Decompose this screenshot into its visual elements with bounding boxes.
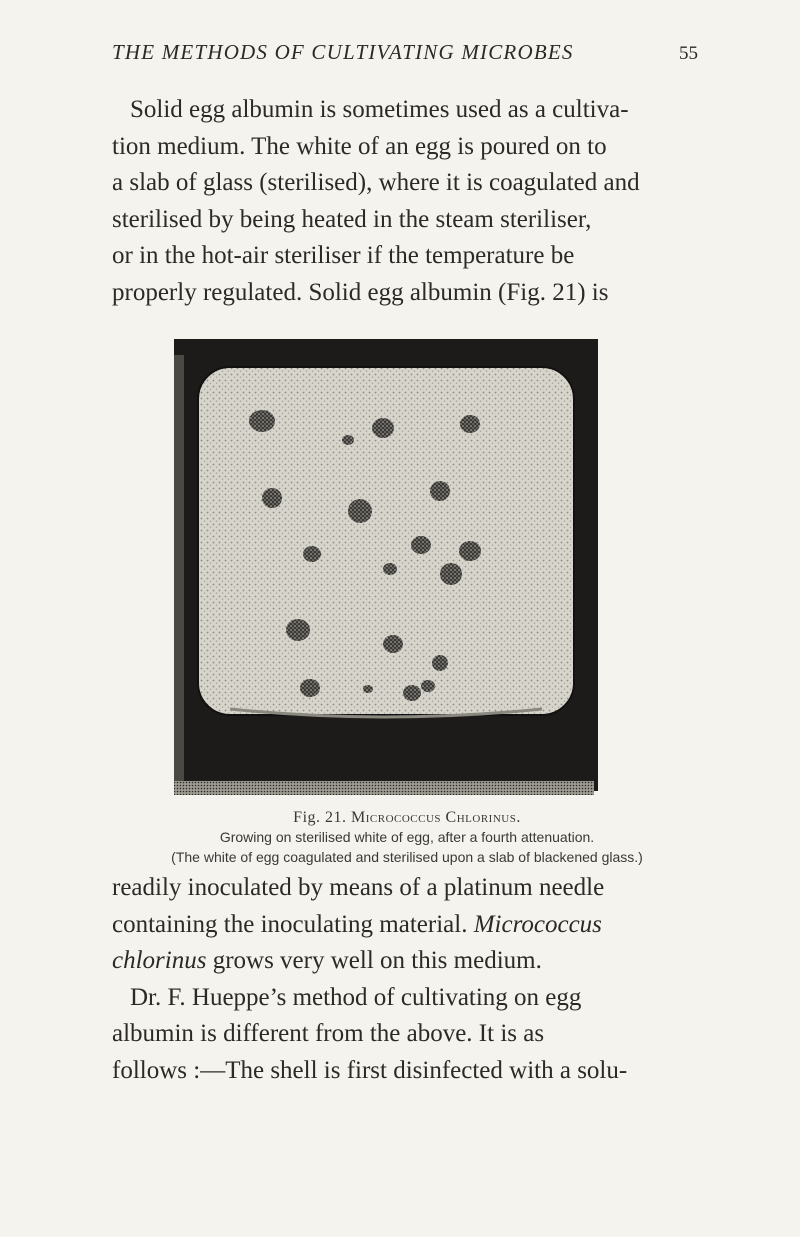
page-number: 55 xyxy=(679,43,698,64)
text-line: albumin is different from the above. It is as xyxy=(112,1020,545,1047)
text-line: tion medium. The white of an egg is poured on to xyxy=(112,132,607,160)
running-head xyxy=(112,40,698,65)
colony xyxy=(372,418,394,438)
colony xyxy=(262,488,282,508)
text-run: containing the inoculating material. xyxy=(112,910,468,938)
text-line: Solid egg albumin is sometimes used as a cultiva- xyxy=(130,96,629,123)
figure-caption-title xyxy=(112,809,702,827)
colony xyxy=(249,410,275,432)
colony xyxy=(403,685,421,701)
running-title: THE METHODS OF CULTIVATING MICROBES xyxy=(112,40,574,64)
colony xyxy=(300,679,320,697)
paragraph-2 xyxy=(112,870,702,1089)
text-line: Dr. F. Hueppe’s method of cultivating on egg xyxy=(130,983,582,1011)
figure-label: Fig. 21. xyxy=(293,809,347,826)
figure-21-illustration xyxy=(170,337,602,800)
figure-caption-line-2: (The white of egg coagulated and sterilised upon a slab of blackened glass.) xyxy=(171,849,643,865)
colony xyxy=(411,536,431,554)
colony xyxy=(440,563,462,585)
colony xyxy=(421,680,435,692)
text-line: follows :—The shell is first disinfected with a solu- xyxy=(112,1056,628,1084)
colony xyxy=(383,635,403,653)
text-line: sterilised by being heated in the steam steriliser, xyxy=(112,205,592,233)
colony xyxy=(432,655,448,671)
colony xyxy=(363,685,373,693)
colony xyxy=(460,415,480,433)
colony xyxy=(348,499,372,523)
colony xyxy=(383,563,397,575)
text-line: a slab of glass (sterilised), where it is coagulated and xyxy=(112,169,640,196)
species-name: Micrococcus xyxy=(473,910,602,938)
text-line xyxy=(112,943,702,980)
colony xyxy=(303,546,321,562)
figure-caption-line-1: Growing on sterilised white of egg, after a fourth attenuation. xyxy=(219,829,595,845)
colony xyxy=(286,619,310,641)
text-line xyxy=(112,907,702,944)
text-line: properly regulated. Solid egg albumin (Fig. 21) is xyxy=(112,278,609,306)
figure-title: Micrococcus Chlorinus. xyxy=(351,809,521,826)
text-line: readily inoculated by means of a platinum needle xyxy=(112,874,605,901)
paragraph-1 xyxy=(112,92,702,311)
colony xyxy=(430,481,450,501)
slab-bottom-stipple xyxy=(174,781,594,795)
colony xyxy=(459,541,481,561)
slab-left-strip xyxy=(174,355,184,785)
text-run: grows very well on this medium. xyxy=(212,947,542,974)
species-name: chlorinus xyxy=(112,947,207,974)
colony xyxy=(342,435,354,445)
text-line: or in the hot-air steriliser if the temperature be xyxy=(112,242,575,269)
